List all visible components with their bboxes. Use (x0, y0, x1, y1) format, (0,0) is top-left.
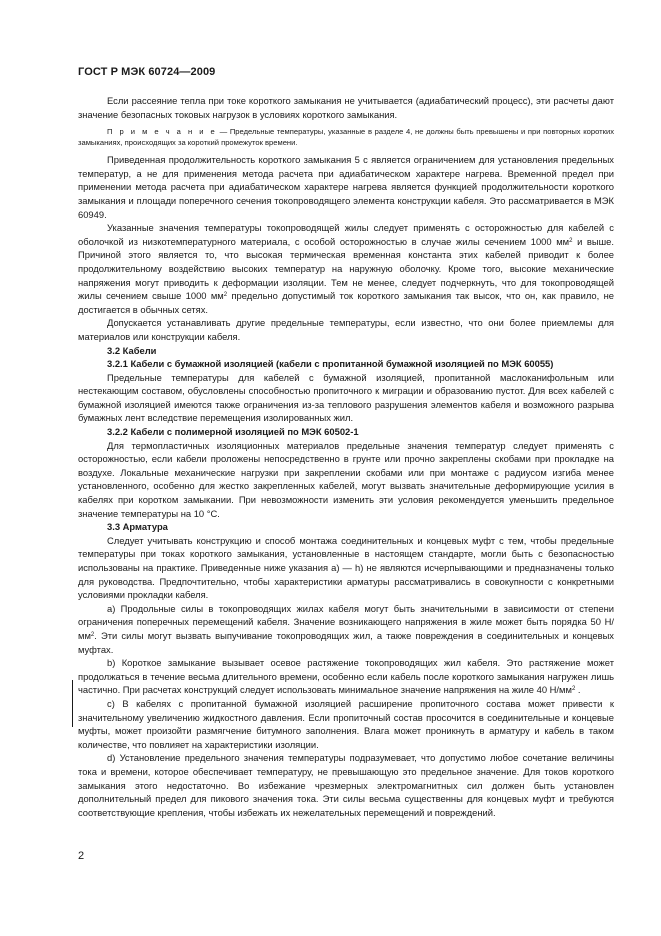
paragraph-duration: Приведенная продолжительность короткого замыкания 5 с является ограничением для установления предельных температур, а не для применения метода расчета при адиабатическом характере нагрева. Временной предел при применении метода расчета при адиабатическом характере нагрева является функцией продолжительности короткого замыкания и площади поперечного сечения токопроводящего элемента конструкции кабеля. Это рассматривается в МЭК 60949. (78, 154, 614, 220)
paragraph-paper-insulation: Предельные температуры для кабелей с бумажной изоляцией, пропитанной маслоканифольным или нестекающим составом, обусловлены способностью пропиточного к миграции и образованию пустот. Для всех кабелей с бумажной изоляцией имеются также ограничения из-за теплового разрушения элементов кабеля и возможного разрыва бумажных лент вследствие перемещения изолированных жил. (78, 371, 614, 424)
paragraph-adiabatic: Если рассеяние тепла при токе короткого замыкания не учитывается (адиабатический процесс), эти расчеты дают значение безопасных токовых нагрузок в условиях короткого замыкания. (78, 95, 614, 120)
section-heading-3-2-2: 3.2.2 Кабели с полимерной изоляцией по МЭК 60502-1 (107, 426, 359, 438)
paragraph-item-c: с) В кабелях с пропитанной бумажной изоляцией расширение пропиточного состава может привести к значительному увеличению жидкостного давления. Если пропиточный состав просочится в соединительные и концевые муфты, может произойти размягчение битумного заполнения. Влага может проникнуть в арматуру и кабель в таком количестве, что повлияет на характеристики изоляции. (78, 697, 614, 750)
section-heading-3-2: 3.2 Кабели (107, 344, 157, 356)
paragraph-item-b: b) Короткое замыкание вызывает осевое растяжение токопроводящих жил кабеля. Это растяжение может продолжаться в течение весьма длительного времени, особенно если кабель после короткого замыкания нагружен лишь частично. При расчетах конструкций следует использовать минимальное значение напряжения на жиле 40 $Н/мм^2$ . (78, 657, 614, 696)
note (78, 126, 614, 148)
paragraph-item-d: d) Установление предельного значения температуры подразумевает, что допустимо любое сочетание величины тока и времени, которое обеспечивает температуру, не превышающую это предельное значение. Для токов короткого замыкания этого недостаточно. Во избежание чрезмерных электромагнитных сил должен быть установлен дополнительный предел для пикового значения тока. Эти силы весьма существенны для концевых муфт и требуются соответствующие крепления, чтобы избежать их нежелательных перемещений и повреждений. (78, 752, 614, 818)
document-body (78, 94, 614, 819)
paragraph-temperature-values: Указанные значения температуры токопроводящей жилы следует применять с осторожностью для кабелей с оболочкой из низкотемпературного материала, с особой осторожностью в случае жилы сечением 1000 $мм^2$ и выше. Причиной этого является то, что высокая термическая временная константа этих кабелей приводит к более продолжительному воздействию высоких температур на наружную оболочку. Кроме того, высокие механические напряжения могут приводить к деформации изоляции. Тем не менее, следует подчеркнуть, что для токопроводящей жилы сечением свыше 1000 $мм^2$ предельно допустимый ток короткого замыкания так высок, что он, как правило, не достигается в обычных сетях. (78, 222, 614, 315)
section-heading-3-2-1: 3.2.1 Кабели с бумажной изоляцией (кабели с пропитанной бумажной изоляцией по МЭК 60055) (107, 358, 554, 370)
paragraph-fittings: Следует учитывать конструкцию и способ монтажа соединительных и концевых муфт с тем, чтобы предельные температуры при токах короткого замыкания, установленные в настоящем стандарте, могли быть с безопасностью использованы на практике. Приведенные ниже указания а) — h) не являются исчерпывающими и предназначены только для руководства. Предпочтительно, чтобы характеристики арматуры рассматривались в совокупности с конкретными условиями прокладки кабеля. (78, 534, 614, 601)
note-label: П р и м е ч а н и е (107, 127, 217, 137)
paragraph-other-limits: Допускается устанавливать другие предельные температуры, если известно, что они более приемлемы для материалов или конструкции кабеля. (78, 317, 614, 342)
paragraph-polymer-insulation: Для термопластичных изоляционных материалов предельные значения температур следует применять с осторожностью, если кабели проложены непосредственно в грунте или прочно закреплены скобами при прокладке на воздухе. Локальные механические нагрузки при закреплении скобами или при монтаже с радиусом изгиба менее установленного, особенно для жестко закрепленных кабелей, могут вызвать значительные деформирующие усилия в кабелях при коротком замыкании. При невозможности изменить эти условия рекомендуется уменьшить предельное значение температуры на 10 °С. (78, 439, 614, 519)
paragraph-item-a: а) Продольные силы в токопроводящих жилах кабеля могут быть значительными в зависимости от степени ограничения поперечных перемещений кабеля. Значение возникающего напряжения в жиле может быть порядка 50 $Н/мм^2$. Эти силы могут вызвать выпучивание токопроводящих жил, а также повреждения в соединительных и концевых муфтах. (78, 602, 614, 655)
document-header: ГОСТ Р МЭК 60724—2009 (78, 66, 216, 78)
section-heading-3-3: 3.3 Арматура (107, 521, 168, 533)
note-text: — Предельные температуры, указанные в разделе 4, не должны быть превышены и при повторных коротких замыканиях, происходящих за короткий промежуток времени. (78, 127, 615, 148)
revision-bar (72, 680, 73, 727)
page-number: 2 (78, 850, 85, 862)
